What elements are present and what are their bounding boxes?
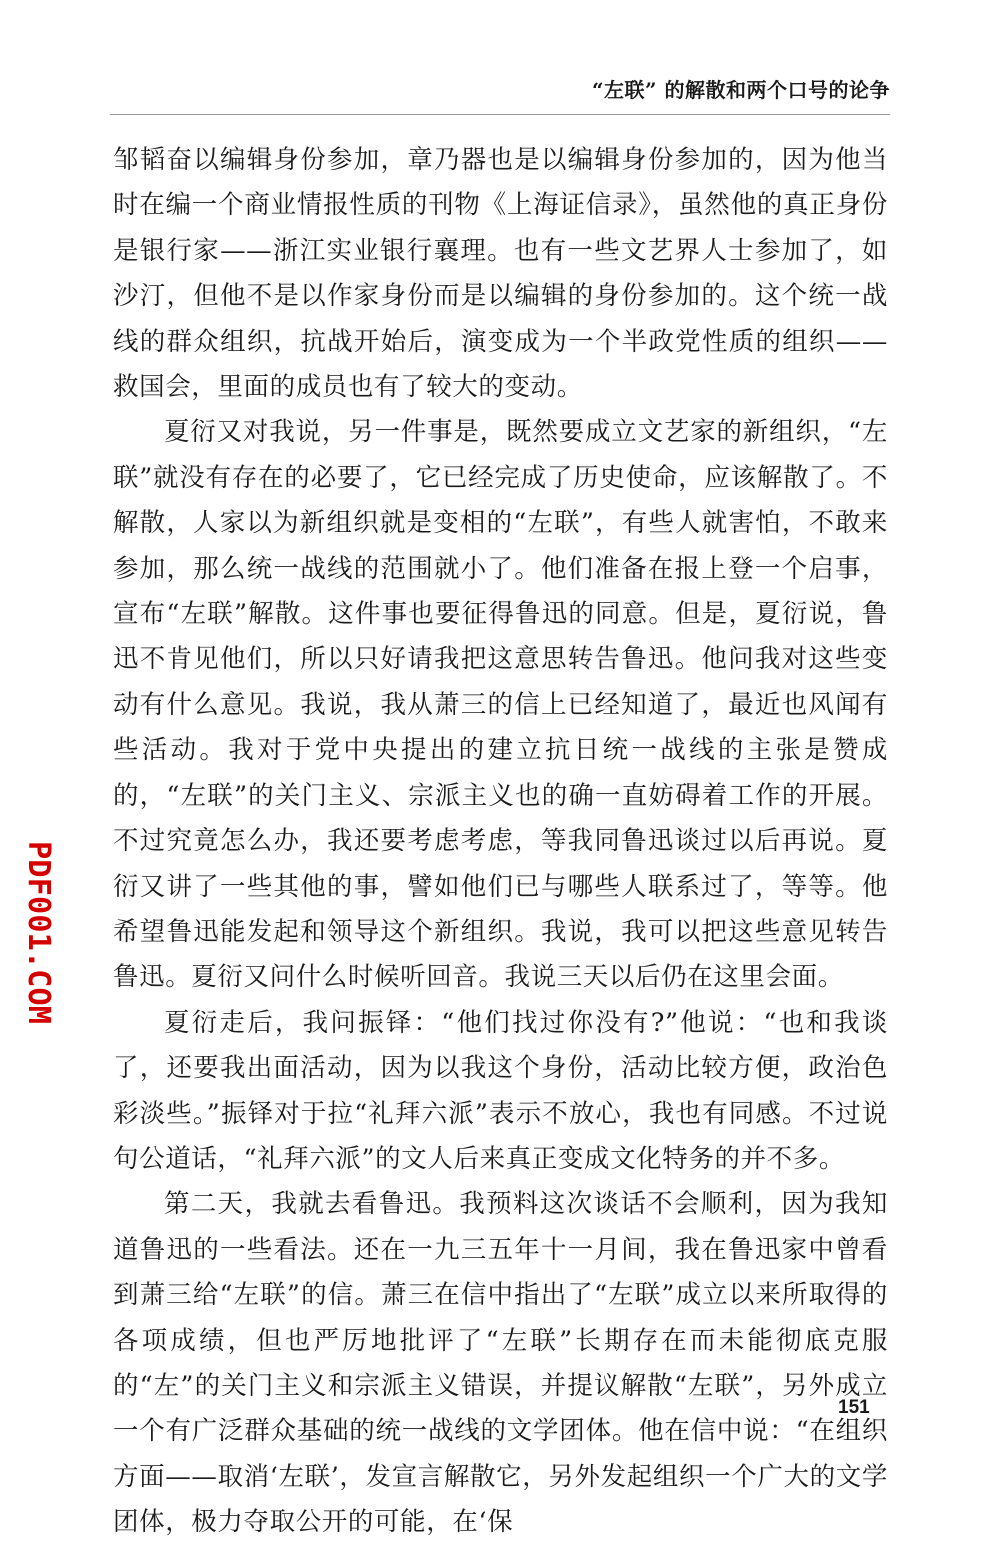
paragraph-1: 邹韬奋以编辑身份参加，章乃器也是以编辑身份参加的，因为他当时在编一个商业情报性质的刊物《上海证信录》，虽然他的真正身份是银行家——浙江实业银行襄理。也有一些文艺界人士参加了，如沙汀，但他不是以作家身份而是以编辑的身份参加的。这个统一战线的群众组织，抗战开始后，演变成为一个半政党性质的组织——救国会，里面的成员也有了较大的变动。	[113, 145, 888, 403]
body-text	[113, 138, 888, 1546]
running-header-title: “左联” 的解散和两个口号的论争	[592, 78, 890, 102]
paragraph-2: 夏衍又对我说，另一件事是，既然要成立文艺家的新组织，“左联”就没有存在的必要了，它已经完成了历史使命，应该解散了。不解散，人家以为新组织就是变相的“左联”，有些人就害怕，不敢来参加，那么统一战线的范围就小了。他们准备在报上登一个启事，宣布“左联”解散。这件事也要征得鲁迅的同意。但是，夏衍说，鲁迅不肯见他们，所以只好请我把这意思转告鲁迅。他问我对这些变动有什么意见。我说，我从萧三的信上已经知道了，最近也风闻有些活动。我对于党中央提出的建立抗日统一战线的主张是赞成的，“左联”的关门主义、宗派主义也的确一直妨碍着工作的开展。不过究竟怎么办，我还要考虑考虑，等我同鲁迅谈过以后再说。夏衍又讲了一些其他的事，譬如他们已与哪些人联系过了，等等。他希望鲁迅能发起和领导这个新组织。我说，我可以把这些意见转告鲁迅。夏衍又问什么时候听回音。我说三天以后仍在这里会面。	[113, 417, 888, 993]
watermark-logo	[2, 838, 56, 1026]
header-rule	[110, 114, 890, 115]
paragraph-4: 第二天，我就去看鲁迅。我预料这次谈话不会顺利，因为我知道鲁迅的一些看法。还在一九三五年十一月间，我在鲁迅家中曾看到萧三给“左联”的信。萧三在信中指出了“左联”成立以来所取得的各项成绩，但也严厉地批评了“左联”长期存在而未能彻底克服的“左”的关门主义和宗派主义错误，并提议解散“左联”，另外成立一个有广泛群众基础的统一战线的文学团体。他在信中说：“在组织方面——取消‘左联’，发宣言解散它，另外发起组织一个广大的文学团体，极力夺取公开的可能，在‘保	[113, 1189, 888, 1538]
paragraph-3: 夏衍走后，我问振铎：“他们找过你没有?”他说：“也和我谈了，还要我出面活动，因为以我这个身份，活动比较方便，政治色彩淡些。”振铎对于拉“礼拜六派”表示不放心，我也有同感。不过说句公道话，“礼拜六派”的文人后来真正变成文化特务的并不多。	[113, 1007, 888, 1174]
page-number: 151	[838, 1397, 870, 1418]
watermark-text: PDF001.COM	[21, 841, 56, 1022]
